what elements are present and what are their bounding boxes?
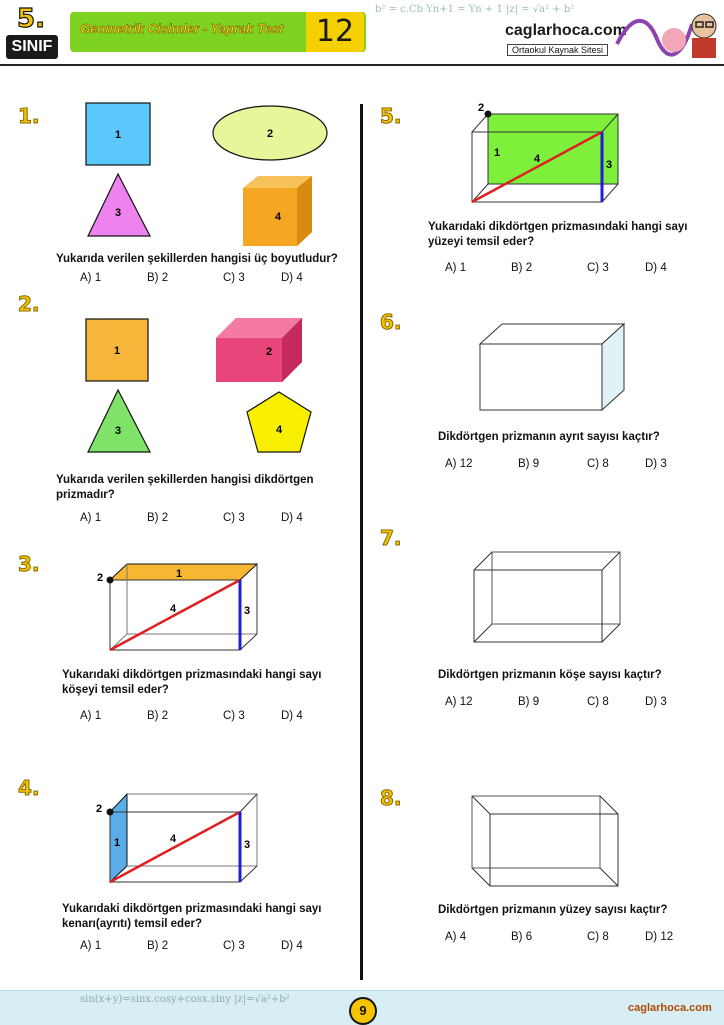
figure-label: 3	[114, 207, 122, 219]
figure-label: 3	[244, 605, 251, 617]
footer-formula-decoration: sin(x+y)=sinx.cosy+cosx.siny |z|=√a²+b²	[80, 994, 290, 1005]
figure-label: 3	[244, 839, 251, 851]
diagonal-line	[110, 812, 240, 882]
grade-badge	[4, 4, 58, 60]
answer-option[interactable]: D) 4	[281, 710, 303, 722]
answer-option[interactable]: B) 9	[518, 458, 540, 470]
answer-option[interactable]: D) 3	[645, 458, 667, 470]
q3-prism-figure	[90, 556, 270, 656]
page-number: 9	[349, 997, 377, 1025]
figure-label: 1	[113, 345, 121, 357]
figure-label: 4	[170, 603, 177, 615]
q5-prism-figure	[466, 100, 641, 210]
question-number: 3.	[18, 552, 40, 576]
grade-number: 5.	[17, 4, 45, 34]
site-name: caglarhoca.com	[505, 22, 627, 39]
question-number: 6.	[380, 310, 402, 334]
question-text: Yukarıdaki dikdörtgen prizmasındaki hangi sayı köşeyi temsil eder?	[62, 669, 322, 696]
answer-option[interactable]: A) 12	[445, 458, 473, 470]
answer-option[interactable]: C) 3	[223, 940, 245, 952]
question-text: Yukarıda verilen şekillerden hangisi üç boyutludur?	[56, 253, 338, 265]
question-text: Yukarıdaki dikdörtgen prizmasındaki hangi sayı kenarı(ayrıtı) temsil eder?	[62, 903, 322, 930]
answer-option[interactable]: C) 3	[223, 512, 245, 524]
header-formula-decoration: b² = c.Cb Yn+1 = Yn + 1 |z| = √a² + b²	[375, 4, 575, 15]
answer-option[interactable]: D) 4	[281, 940, 303, 952]
pentagon-shape	[247, 392, 311, 452]
diagonal-line	[110, 580, 240, 650]
site-subtitle: Ortaokul Kaynak Sitesi	[507, 44, 608, 56]
answer-option[interactable]: A) 12	[445, 696, 473, 708]
figure-label: 2	[265, 346, 273, 358]
answer-option[interactable]: A) 1	[445, 262, 467, 274]
worksheet-title: Geometrik Cisimler - Yaprak Test	[80, 21, 284, 36]
question-number: 7.	[380, 526, 402, 550]
answer-option[interactable]: B) 2	[511, 262, 533, 274]
answer-option[interactable]: A) 1	[80, 940, 102, 952]
vertex-point	[485, 111, 492, 118]
footer-site-link[interactable]: caglarhoca.com	[628, 1002, 712, 1014]
figure-label: 3	[606, 159, 613, 171]
answer-option[interactable]: D) 4	[645, 262, 667, 274]
answer-option[interactable]: A) 1	[80, 512, 102, 524]
page-header	[0, 0, 724, 66]
answer-option[interactable]: B) 6	[511, 931, 533, 943]
worksheet-title-bar	[70, 12, 366, 52]
question-number: 8.	[380, 786, 402, 810]
answer-option[interactable]: C) 8	[587, 458, 609, 470]
answer-option[interactable]: A) 4	[445, 931, 467, 943]
figure-label: 1	[176, 568, 183, 580]
answer-option[interactable]: C) 3	[223, 272, 245, 284]
figure-label: 1	[494, 147, 501, 159]
figure-label: 1	[114, 837, 121, 849]
answer-option[interactable]: D) 12	[645, 931, 674, 943]
figure-label: 1	[114, 129, 122, 141]
prism-front-face	[474, 570, 602, 642]
mascot-illustration-icon	[612, 4, 722, 60]
vertex-point	[107, 809, 114, 816]
answer-option[interactable]: A) 1	[80, 272, 102, 284]
q7-prism-figure	[470, 548, 626, 648]
figure-label: 2	[96, 803, 103, 815]
figure-label: 2	[266, 128, 274, 140]
figure-label: 4	[274, 211, 282, 223]
question-text: Dikdörtgen prizmanın ayrıt sayısı kaçtır?	[438, 431, 660, 443]
question-text: Dikdörtgen prizmanın köşe sayısı kaçtır?	[438, 669, 662, 681]
test-number: 12	[306, 12, 364, 52]
question-text: Dikdörtgen prizmanın yüzey sayısı kaçtır?	[438, 904, 668, 916]
answer-option[interactable]: D) 3	[645, 696, 667, 708]
triangle-shape	[88, 390, 150, 452]
column-divider	[360, 104, 363, 980]
answer-option[interactable]: C) 3	[223, 710, 245, 722]
question-number: 1.	[18, 104, 40, 128]
q4-prism-figure	[90, 790, 270, 890]
q1-figures	[80, 100, 350, 250]
answer-option[interactable]: B) 2	[147, 940, 169, 952]
prism-front-face	[480, 344, 602, 410]
q8-prism-figure	[468, 792, 626, 890]
question-number: 4.	[18, 776, 40, 800]
figure-label: 4	[534, 153, 541, 165]
prism-face	[488, 114, 618, 184]
answer-option[interactable]: B) 2	[147, 272, 169, 284]
question-number: 5.	[380, 104, 402, 128]
prism-front-face	[490, 814, 618, 886]
figure-label: 3	[114, 425, 122, 437]
answer-option[interactable]: C) 3	[587, 262, 609, 274]
answer-option[interactable]: B) 2	[147, 710, 169, 722]
triangle-shape	[88, 174, 150, 236]
answer-option[interactable]: D) 4	[281, 272, 303, 284]
vertex-point	[107, 577, 114, 584]
figure-label: 4	[275, 424, 283, 436]
answer-option[interactable]: C) 8	[587, 696, 609, 708]
figure-label: 4	[170, 833, 177, 845]
figure-label: 2	[97, 572, 104, 584]
answer-option[interactable]: D) 4	[281, 512, 303, 524]
answer-option[interactable]: C) 8	[587, 931, 609, 943]
answer-option[interactable]: A) 1	[80, 710, 102, 722]
q6-prism-figure	[474, 320, 630, 416]
question-text: Yukarıda verilen şekillerden hangisi dikdörtgen prizmadır?	[56, 474, 314, 501]
figure-label: 2	[478, 102, 485, 114]
question-text: Yukarıdaki dikdörtgen prizmasındaki hangi sayı yüzeyi temsil eder?	[428, 221, 688, 248]
q2-figures	[80, 300, 340, 460]
answer-option[interactable]: B) 2	[147, 512, 169, 524]
prism-top-face	[110, 564, 257, 580]
question-number: 2.	[18, 292, 40, 316]
grade-label: SINIF	[6, 35, 58, 59]
answer-option[interactable]: B) 9	[518, 696, 540, 708]
